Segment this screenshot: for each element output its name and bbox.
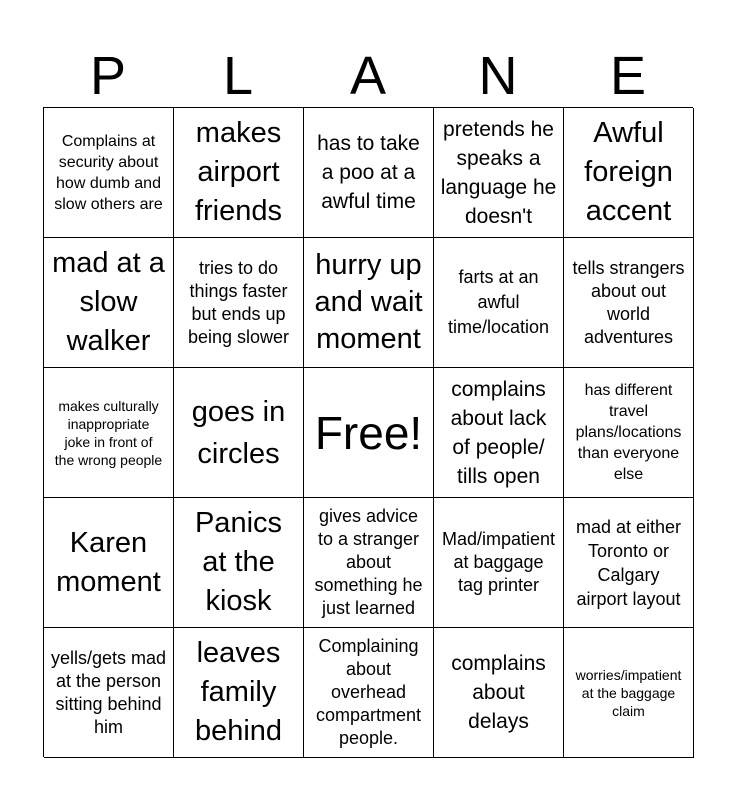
- bingo-cell-text: has different travel plans/locations than everyone else: [575, 382, 682, 483]
- bingo-cell-r5c2: [174, 628, 304, 758]
- bingo-cell-text: Karen moment: [56, 526, 161, 598]
- header-letter-l: L: [222, 46, 254, 106]
- bingo-cell-text: goes in circles: [191, 395, 286, 470]
- header-letter-e: E: [609, 46, 647, 106]
- bingo-cell-r5c1: [44, 628, 174, 758]
- bingo-cell-text: farts at an awful time/location: [447, 267, 550, 337]
- bingo-cell-text: worries/impatient at the baggage claim: [575, 666, 682, 719]
- bingo-cell-text: tells strangers about out world adventures: [572, 257, 685, 347]
- bingo-cell-r1c5: [564, 108, 694, 238]
- header-letter-a: A: [349, 46, 387, 106]
- bingo-cell-r3c5: [564, 368, 694, 498]
- bingo-cell-text: gives advice to a stranger about something he just learned: [314, 506, 423, 618]
- bingo-cell-text: tries to do things faster but ends up being slower: [187, 257, 290, 347]
- bingo-cell-r3c3: [304, 368, 434, 498]
- bingo-cell-r4c1: [44, 498, 174, 628]
- header-letter-n: N: [478, 46, 518, 106]
- bingo-cell-r5c5: [564, 628, 694, 758]
- bingo-cell-text: complains about lack of people/ tills open: [450, 377, 547, 488]
- bingo-cell-r1c1: [44, 108, 174, 238]
- bingo-cell-r2c5: [564, 238, 694, 368]
- bingo-cell-r1c3: [304, 108, 434, 238]
- bingo-board: [43, 107, 693, 757]
- bingo-cell-text: leaves family behind: [194, 637, 283, 747]
- bingo-cell-text: complains about delays: [451, 652, 546, 733]
- bingo-cell-r4c3: [304, 498, 434, 628]
- bingo-cell-r4c5: [564, 498, 694, 628]
- bingo-cell-text: yells/gets mad at the person sitting behind him: [50, 647, 167, 737]
- bingo-cell-text: mad at a slow walker: [52, 247, 165, 357]
- bingo-cell-r3c2: [174, 368, 304, 498]
- bingo-cell-text: has to take a poo at a awful time: [317, 132, 420, 213]
- header-letter-p: P: [89, 46, 127, 106]
- bingo-cell-text: Awful foreign accent: [584, 117, 673, 227]
- bingo-cell-text: Mad/impatient at baggage tag printer: [441, 529, 556, 595]
- bingo-cell-r1c4: [434, 108, 564, 238]
- bingo-cell-r5c4: [434, 628, 564, 758]
- bingo-cell-r3c4: [434, 368, 564, 498]
- bingo-header: [43, 44, 693, 108]
- bingo-cell-r4c4: [434, 498, 564, 628]
- bingo-cell-r2c2: [174, 238, 304, 368]
- bingo-cell-text: hurry up and wait moment: [314, 249, 423, 355]
- bingo-cell-text: Complains at security about how dumb and slow others are: [54, 132, 163, 213]
- bingo-cell-text: Complaining about overhead compartment people.: [315, 636, 422, 748]
- bingo-cell-r3c1: [44, 368, 174, 498]
- bingo-cell-r2c1: [44, 238, 174, 368]
- bingo-cell-r1c2: [174, 108, 304, 238]
- bingo-cell-text: mad at either Toronto or Calgary airport layout: [575, 516, 682, 609]
- bingo-cell-text: Panics at the kiosk: [194, 507, 283, 617]
- bingo-cell-r2c3: [304, 238, 434, 368]
- bingo-cell-text: makes airport friends: [194, 117, 283, 227]
- bingo-cell-r2c4: [434, 238, 564, 368]
- bingo-cell-r5c3: [304, 628, 434, 758]
- bingo-cell-text: pretends he speaks a language he doesn't: [440, 117, 557, 228]
- bingo-cell-text: Free!: [314, 406, 423, 459]
- bingo-cell-text: makes culturally inappropriate joke in front of the wrong people: [54, 397, 163, 468]
- bingo-cell-r4c2: [174, 498, 304, 628]
